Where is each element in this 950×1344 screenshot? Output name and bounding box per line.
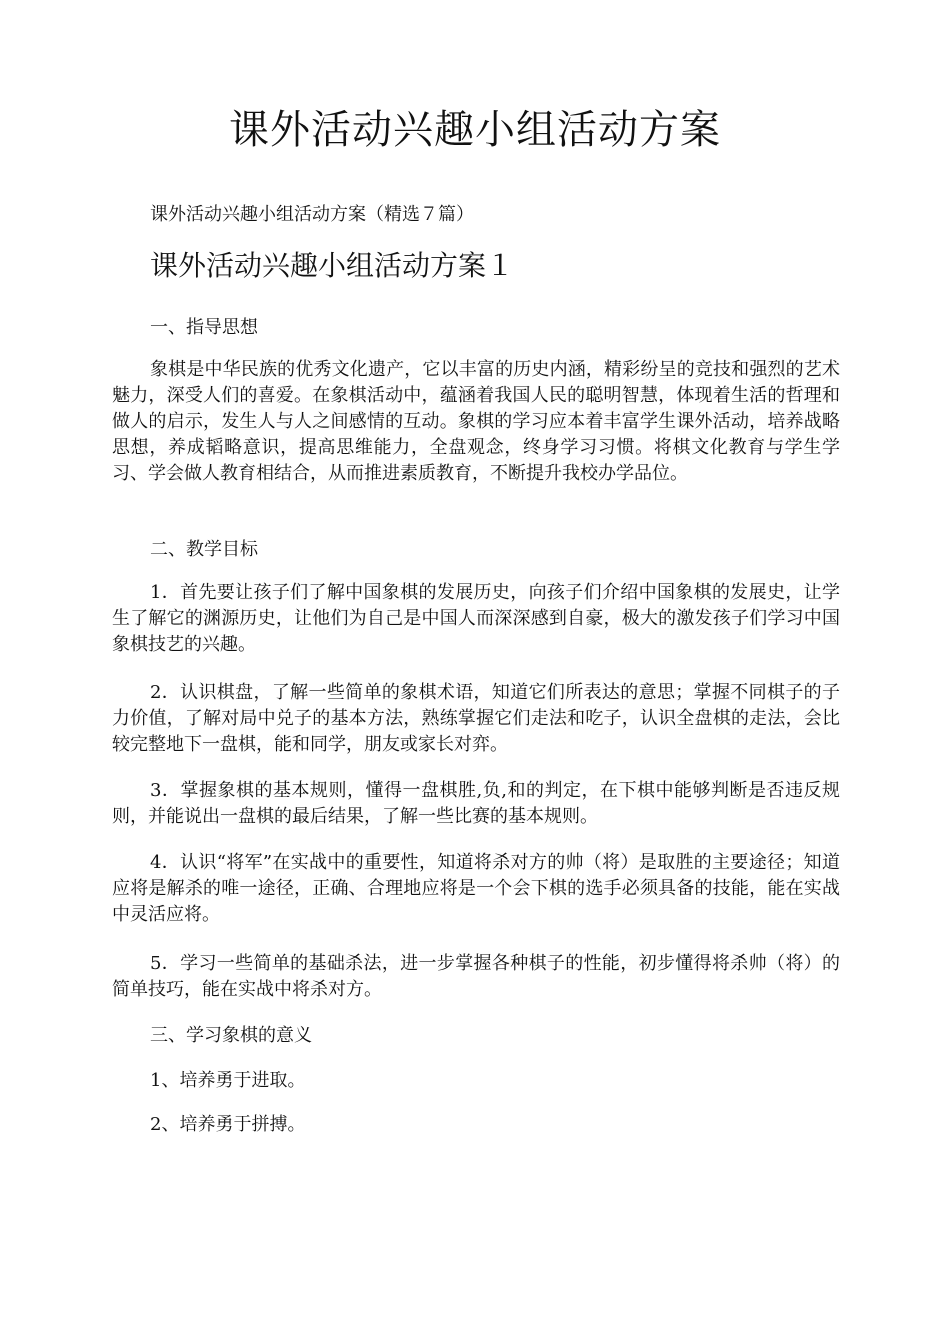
list-item-meaning-2: 2、培养勇于拼搏。	[150, 1114, 306, 1135]
paragraph-goal-4: 4．认识“将军”在实战中的重要性，知道将杀对方的帅（将）是取胜的主要途径；知道应将是解杀的唯一途径，正确、合理地应将是一个会下棋的选手必须具备的技能，能在实战中灵活应将。	[112, 852, 840, 925]
paragraph-goal-1: 1．首先要让孩子们了解中国象棋的发展历史，向孩子们介绍中国象棋的发展史，让学生了解它的渊源历史，让他们为自己是中国人而深深感到自豪，极大的激发孩子们学习中国象棋技艺的兴趣。	[112, 582, 840, 655]
document-subtitle: 课外活动兴趣小组活动方案（精选７篇）	[150, 204, 474, 225]
document-title: 课外活动兴趣小组活动方案	[229, 107, 721, 153]
section-title: 课外活动兴趣小组活动方案１	[150, 249, 515, 282]
paragraph-guiding-thought: 象棋是中华民族的优秀文化遗产，它以丰富的历史内涵，精彩纷呈的竞技和强烈的艺术魅力，深受人们的喜爱。在象棋活动中，蕴涵着我国人民的聪明智慧，体现着生活的哲理和做人的启示，发生人与人之间感情的互动。象棋的学习应本着丰富学生课外活动，培养战略思想，养成韬略意识，提高思维能力，全盘观念，终身学习习惯。将棋文化教育与学生学习、学会做人教育相结合，从而推进素质教育，不断提升我校办学品位。	[112, 359, 840, 484]
heading-guiding-thought: 一、指导思想	[150, 317, 258, 338]
list-item-meaning-1: 1、培养勇于进取。	[150, 1070, 306, 1091]
heading-teaching-goals: 二、教学目标	[150, 539, 258, 560]
paragraph-goal-3: 3．掌握象棋的基本规则，懂得一盘棋胜,负,和的判定，在下棋中能够判断是否违反规则，并能说出一盘棋的最后结果，了解一些比赛的基本规则。	[112, 780, 840, 827]
paragraph-goal-2: 2．认识棋盘，了解一些简单的象棋术语，知道它们所表达的意思；掌握不同棋子的子力价值，了解对局中兑子的基本方法，熟练掌握它们走法和吃子，认识全盘棋的走法，会比较完整地下一盘棋，能和同学，朋友或家长对弈。	[112, 682, 840, 755]
heading-meaning: 三、学习象棋的意义	[150, 1025, 312, 1046]
paragraph-goal-5: 5．学习一些简单的基础杀法，进一步掌握各种棋子的性能，初步懂得将杀帅（将）的简单技巧，能在实战中将杀对方。	[112, 953, 840, 1000]
